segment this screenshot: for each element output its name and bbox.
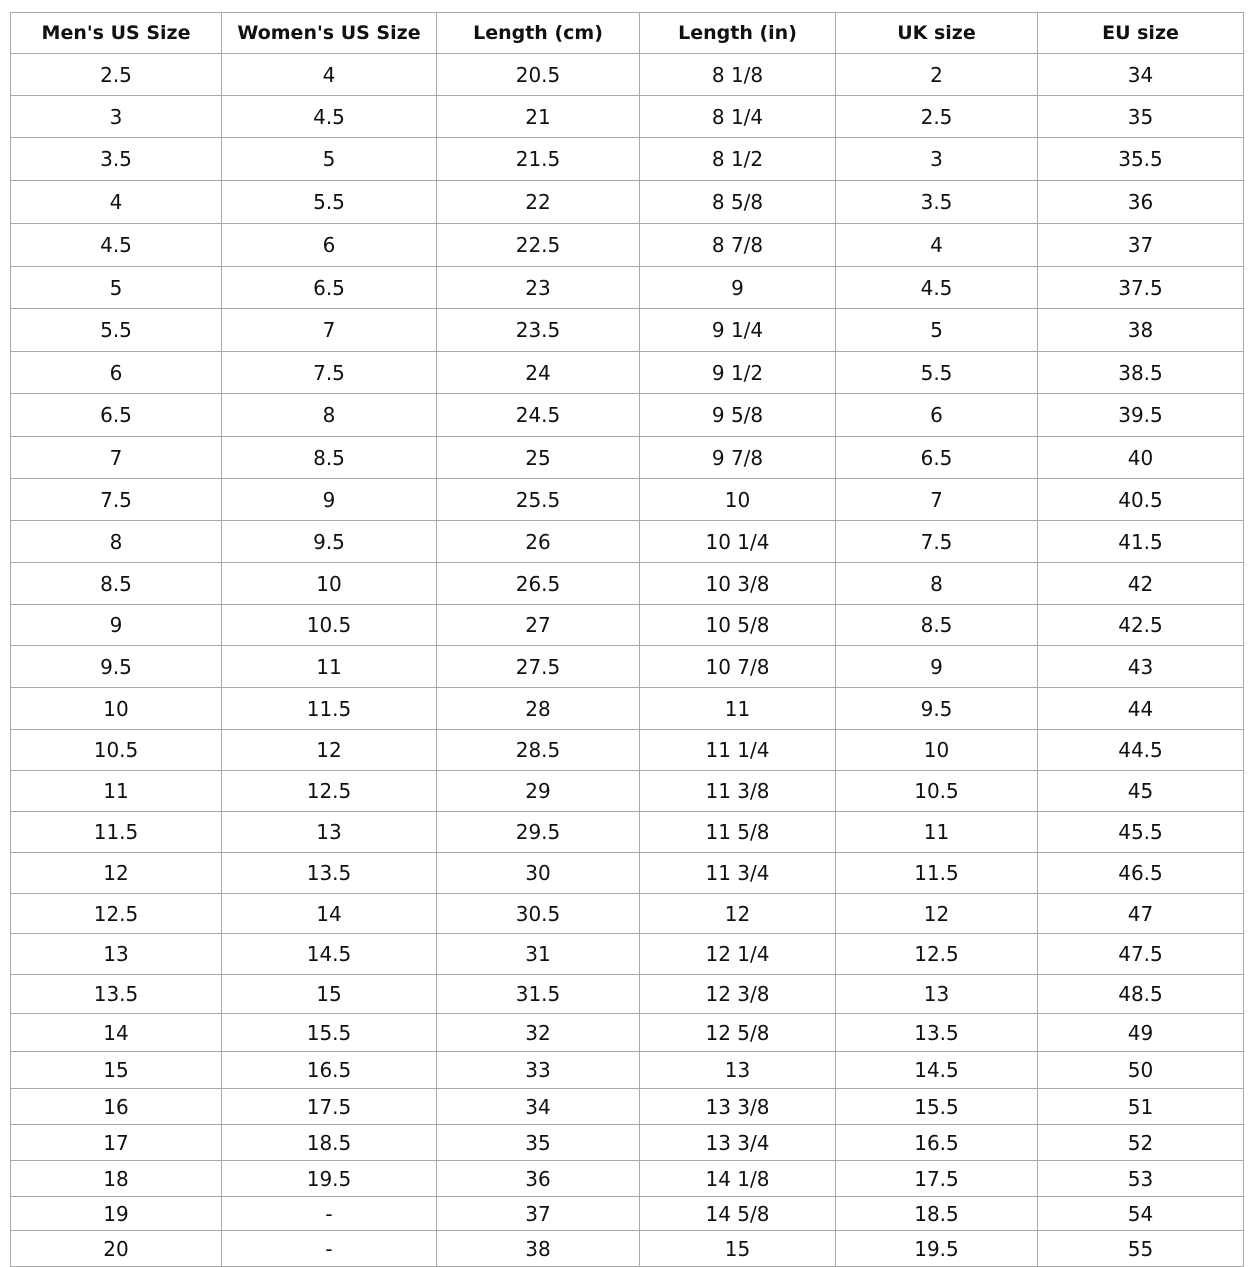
table-row	[11, 394, 1244, 437]
cell-length-in: 10 7/8	[640, 646, 836, 688]
cell-length-cm: 24	[437, 352, 640, 394]
cell-mens-us-size: 7.5	[11, 479, 222, 521]
table-row	[11, 138, 1244, 181]
cell-mens-us-size: 5	[11, 267, 222, 309]
table-row	[11, 1052, 1244, 1089]
cell-uk-size: 4	[836, 224, 1038, 267]
header-womens-us-size: Women's US Size	[222, 13, 437, 54]
cell-mens-us-size: 4.5	[11, 224, 222, 267]
cell-eu-size: 35.5	[1038, 138, 1244, 181]
cell-eu-size: 44	[1038, 688, 1244, 730]
table-row	[11, 309, 1244, 352]
cell-mens-us-size: 19	[11, 1197, 222, 1231]
cell-length-cm: 24.5	[437, 394, 640, 437]
cell-eu-size: 46.5	[1038, 853, 1244, 894]
cell-length-cm: 22.5	[437, 224, 640, 267]
cell-uk-size: 19.5	[836, 1231, 1038, 1267]
table-row	[11, 521, 1244, 563]
cell-uk-size: 3.5	[836, 181, 1038, 224]
cell-mens-us-size: 10.5	[11, 730, 222, 771]
cell-eu-size: 35	[1038, 96, 1244, 138]
table-row	[11, 605, 1244, 646]
cell-womens-us-size: 5	[222, 138, 437, 181]
cell-mens-us-size: 13.5	[11, 975, 222, 1014]
cell-eu-size: 42	[1038, 563, 1244, 605]
cell-length-in: 9 1/2	[640, 352, 836, 394]
cell-womens-us-size: 7	[222, 309, 437, 352]
table-row	[11, 352, 1244, 394]
cell-mens-us-size: 13	[11, 934, 222, 975]
cell-womens-us-size: 5.5	[222, 181, 437, 224]
cell-length-in: 9 7/8	[640, 437, 836, 479]
cell-length-cm: 21	[437, 96, 640, 138]
cell-length-cm: 23.5	[437, 309, 640, 352]
cell-womens-us-size: 7.5	[222, 352, 437, 394]
cell-eu-size: 50	[1038, 1052, 1244, 1089]
cell-length-cm: 30	[437, 853, 640, 894]
cell-mens-us-size: 11.5	[11, 812, 222, 853]
cell-womens-us-size: 19.5	[222, 1161, 437, 1197]
header-eu-size: EU size	[1038, 13, 1244, 54]
cell-length-cm: 26	[437, 521, 640, 563]
cell-mens-us-size: 18	[11, 1161, 222, 1197]
cell-uk-size: 3	[836, 138, 1038, 181]
cell-length-cm: 25	[437, 437, 640, 479]
cell-length-cm: 33	[437, 1052, 640, 1089]
cell-length-cm: 25.5	[437, 479, 640, 521]
cell-womens-us-size: 6.5	[222, 267, 437, 309]
table-row	[11, 1125, 1244, 1161]
cell-eu-size: 48.5	[1038, 975, 1244, 1014]
cell-mens-us-size: 6	[11, 352, 222, 394]
cell-uk-size: 13	[836, 975, 1038, 1014]
cell-length-cm: 28	[437, 688, 640, 730]
table-row	[11, 730, 1244, 771]
cell-mens-us-size: 14	[11, 1014, 222, 1052]
cell-length-cm: 27.5	[437, 646, 640, 688]
cell-mens-us-size: 2.5	[11, 54, 222, 96]
header-uk-size: UK size	[836, 13, 1038, 54]
cell-mens-us-size: 12	[11, 853, 222, 894]
table-row	[11, 1161, 1244, 1197]
cell-length-cm: 23	[437, 267, 640, 309]
cell-womens-us-size: 11	[222, 646, 437, 688]
cell-length-cm: 37	[437, 1197, 640, 1231]
cell-eu-size: 40.5	[1038, 479, 1244, 521]
cell-length-cm: 20.5	[437, 54, 640, 96]
header-length-cm: Length (cm)	[437, 13, 640, 54]
cell-eu-size: 52	[1038, 1125, 1244, 1161]
table-row	[11, 479, 1244, 521]
cell-length-cm: 29.5	[437, 812, 640, 853]
cell-uk-size: 12.5	[836, 934, 1038, 975]
table-row	[11, 812, 1244, 853]
cell-uk-size: 11.5	[836, 853, 1038, 894]
cell-uk-size: 2	[836, 54, 1038, 96]
cell-length-cm: 28.5	[437, 730, 640, 771]
cell-length-cm: 27	[437, 605, 640, 646]
cell-uk-size: 4.5	[836, 267, 1038, 309]
header-row	[11, 13, 1244, 54]
cell-eu-size: 47.5	[1038, 934, 1244, 975]
cell-length-in: 12	[640, 894, 836, 934]
cell-womens-us-size: 13.5	[222, 853, 437, 894]
cell-womens-us-size: 8.5	[222, 437, 437, 479]
cell-womens-us-size: 15.5	[222, 1014, 437, 1052]
table-row	[11, 96, 1244, 138]
table-row	[11, 771, 1244, 812]
cell-eu-size: 41.5	[1038, 521, 1244, 563]
cell-mens-us-size: 11	[11, 771, 222, 812]
cell-uk-size: 13.5	[836, 1014, 1038, 1052]
cell-length-in: 11 3/4	[640, 853, 836, 894]
cell-womens-us-size: 12	[222, 730, 437, 771]
cell-eu-size: 40	[1038, 437, 1244, 479]
cell-uk-size: 14.5	[836, 1052, 1038, 1089]
cell-womens-us-size: 11.5	[222, 688, 437, 730]
cell-length-cm: 34	[437, 1089, 640, 1125]
cell-uk-size: 9	[836, 646, 1038, 688]
cell-womens-us-size: 16.5	[222, 1052, 437, 1089]
cell-womens-us-size: 4.5	[222, 96, 437, 138]
cell-length-cm: 22	[437, 181, 640, 224]
cell-mens-us-size: 9.5	[11, 646, 222, 688]
table-row	[11, 437, 1244, 479]
cell-womens-us-size: -	[222, 1231, 437, 1267]
cell-uk-size: 16.5	[836, 1125, 1038, 1161]
cell-womens-us-size: 15	[222, 975, 437, 1014]
cell-womens-us-size: 12.5	[222, 771, 437, 812]
cell-mens-us-size: 10	[11, 688, 222, 730]
cell-uk-size: 5.5	[836, 352, 1038, 394]
cell-uk-size: 6	[836, 394, 1038, 437]
size-conversion-table	[10, 12, 1244, 1267]
cell-length-in: 9	[640, 267, 836, 309]
cell-length-in: 10 5/8	[640, 605, 836, 646]
cell-mens-us-size: 7	[11, 437, 222, 479]
cell-length-in: 13	[640, 1052, 836, 1089]
cell-length-in: 13 3/4	[640, 1125, 836, 1161]
cell-uk-size: 10	[836, 730, 1038, 771]
cell-mens-us-size: 17	[11, 1125, 222, 1161]
cell-womens-us-size: 9	[222, 479, 437, 521]
cell-length-cm: 31.5	[437, 975, 640, 1014]
cell-mens-us-size: 8.5	[11, 563, 222, 605]
table-row	[11, 1014, 1244, 1052]
cell-uk-size: 8	[836, 563, 1038, 605]
cell-length-in: 12 1/4	[640, 934, 836, 975]
cell-uk-size: 11	[836, 812, 1038, 853]
cell-uk-size: 9.5	[836, 688, 1038, 730]
cell-length-in: 8 1/8	[640, 54, 836, 96]
cell-mens-us-size: 6.5	[11, 394, 222, 437]
table-row	[11, 1089, 1244, 1125]
cell-uk-size: 15.5	[836, 1089, 1038, 1125]
cell-length-cm: 38	[437, 1231, 640, 1267]
header-mens-us-size: Men's US Size	[11, 13, 222, 54]
table-row	[11, 975, 1244, 1014]
cell-mens-us-size: 4	[11, 181, 222, 224]
cell-length-in: 11 3/8	[640, 771, 836, 812]
table-row	[11, 1231, 1244, 1267]
cell-length-in: 8 5/8	[640, 181, 836, 224]
table-row	[11, 181, 1244, 224]
cell-length-in: 8 7/8	[640, 224, 836, 267]
table-row	[11, 1197, 1244, 1231]
cell-eu-size: 36	[1038, 181, 1244, 224]
cell-eu-size: 45.5	[1038, 812, 1244, 853]
cell-mens-us-size: 3	[11, 96, 222, 138]
cell-length-in: 14 5/8	[640, 1197, 836, 1231]
table-row	[11, 563, 1244, 605]
cell-uk-size: 2.5	[836, 96, 1038, 138]
cell-eu-size: 54	[1038, 1197, 1244, 1231]
cell-uk-size: 18.5	[836, 1197, 1038, 1231]
cell-eu-size: 51	[1038, 1089, 1244, 1125]
cell-length-cm: 36	[437, 1161, 640, 1197]
cell-uk-size: 17.5	[836, 1161, 1038, 1197]
table-row	[11, 224, 1244, 267]
cell-length-in: 11	[640, 688, 836, 730]
cell-womens-us-size: 14	[222, 894, 437, 934]
table-row	[11, 853, 1244, 894]
cell-eu-size: 38.5	[1038, 352, 1244, 394]
header-length-in: Length (in)	[640, 13, 836, 54]
cell-length-in: 8 1/2	[640, 138, 836, 181]
cell-mens-us-size: 8	[11, 521, 222, 563]
cell-length-in: 10	[640, 479, 836, 521]
cell-eu-size: 43	[1038, 646, 1244, 688]
cell-length-in: 9 5/8	[640, 394, 836, 437]
cell-womens-us-size: 17.5	[222, 1089, 437, 1125]
table-body	[11, 54, 1244, 1267]
cell-length-in: 12 5/8	[640, 1014, 836, 1052]
table-row	[11, 934, 1244, 975]
cell-eu-size: 34	[1038, 54, 1244, 96]
cell-womens-us-size: -	[222, 1197, 437, 1231]
cell-eu-size: 53	[1038, 1161, 1244, 1197]
cell-mens-us-size: 20	[11, 1231, 222, 1267]
cell-eu-size: 37	[1038, 224, 1244, 267]
table-row	[11, 646, 1244, 688]
cell-eu-size: 44.5	[1038, 730, 1244, 771]
cell-eu-size: 55	[1038, 1231, 1244, 1267]
cell-length-cm: 21.5	[437, 138, 640, 181]
cell-womens-us-size: 10	[222, 563, 437, 605]
cell-womens-us-size: 13	[222, 812, 437, 853]
cell-womens-us-size: 10.5	[222, 605, 437, 646]
cell-length-cm: 30.5	[437, 894, 640, 934]
cell-mens-us-size: 12.5	[11, 894, 222, 934]
cell-uk-size: 10.5	[836, 771, 1038, 812]
cell-length-in: 10 1/4	[640, 521, 836, 563]
cell-length-in: 15	[640, 1231, 836, 1267]
cell-mens-us-size: 3.5	[11, 138, 222, 181]
cell-eu-size: 45	[1038, 771, 1244, 812]
cell-uk-size: 7	[836, 479, 1038, 521]
cell-womens-us-size: 6	[222, 224, 437, 267]
cell-eu-size: 38	[1038, 309, 1244, 352]
cell-eu-size: 37.5	[1038, 267, 1244, 309]
cell-uk-size: 12	[836, 894, 1038, 934]
cell-length-cm: 26.5	[437, 563, 640, 605]
cell-mens-us-size: 5.5	[11, 309, 222, 352]
cell-uk-size: 5	[836, 309, 1038, 352]
cell-length-in: 13 3/8	[640, 1089, 836, 1125]
cell-eu-size: 47	[1038, 894, 1244, 934]
cell-length-in: 8 1/4	[640, 96, 836, 138]
cell-uk-size: 7.5	[836, 521, 1038, 563]
cell-womens-us-size: 4	[222, 54, 437, 96]
cell-length-cm: 31	[437, 934, 640, 975]
cell-mens-us-size: 15	[11, 1052, 222, 1089]
cell-mens-us-size: 16	[11, 1089, 222, 1125]
cell-length-in: 11 1/4	[640, 730, 836, 771]
cell-womens-us-size: 14.5	[222, 934, 437, 975]
cell-length-in: 14 1/8	[640, 1161, 836, 1197]
cell-length-cm: 32	[437, 1014, 640, 1052]
cell-length-in: 11 5/8	[640, 812, 836, 853]
cell-length-cm: 35	[437, 1125, 640, 1161]
cell-uk-size: 8.5	[836, 605, 1038, 646]
cell-womens-us-size: 8	[222, 394, 437, 437]
cell-length-in: 10 3/8	[640, 563, 836, 605]
table-row	[11, 267, 1244, 309]
table-row	[11, 54, 1244, 96]
table-row	[11, 688, 1244, 730]
table-row	[11, 894, 1244, 934]
cell-length-in: 9 1/4	[640, 309, 836, 352]
cell-length-in: 12 3/8	[640, 975, 836, 1014]
cell-eu-size: 49	[1038, 1014, 1244, 1052]
cell-mens-us-size: 9	[11, 605, 222, 646]
cell-eu-size: 42.5	[1038, 605, 1244, 646]
cell-eu-size: 39.5	[1038, 394, 1244, 437]
cell-uk-size: 6.5	[836, 437, 1038, 479]
cell-length-cm: 29	[437, 771, 640, 812]
cell-womens-us-size: 18.5	[222, 1125, 437, 1161]
cell-womens-us-size: 9.5	[222, 521, 437, 563]
